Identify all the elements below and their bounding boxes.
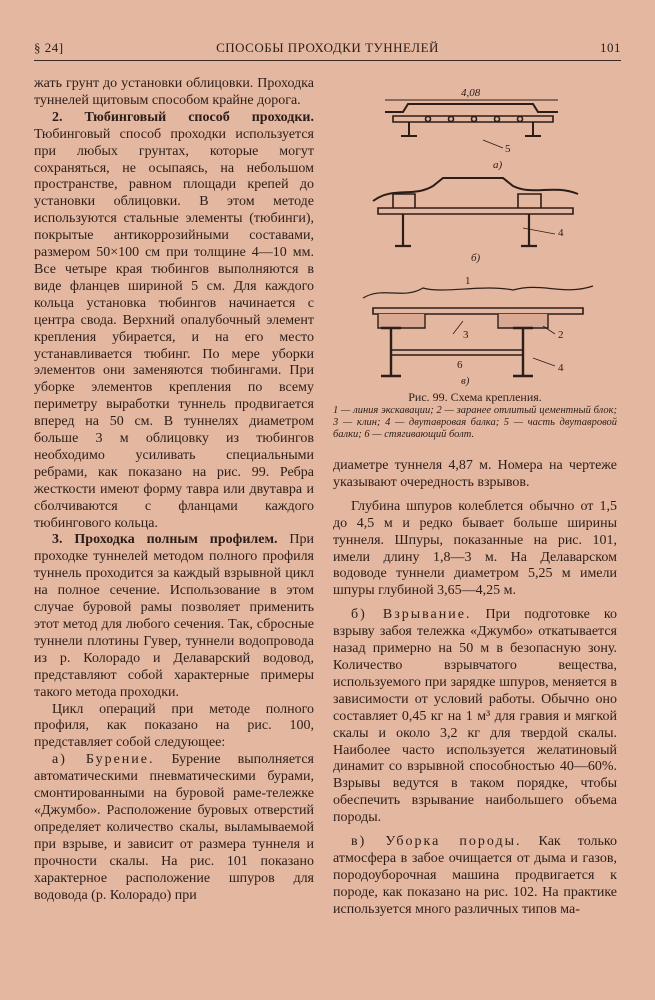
run-in-heading: в) Уборка породы. xyxy=(351,834,522,850)
running-header xyxy=(34,38,621,61)
paragraph: жать грунт до установки облицовки. Проходка туннелей щитовым способом крайне дорога. xyxy=(34,76,314,108)
panel-a-label: а) xyxy=(493,159,503,171)
panel-b-drawing xyxy=(373,178,578,246)
callout-2: 2 xyxy=(558,329,564,341)
paragraph: Цикл операций при методе полного профиля, как показано на рис. 100, представляет собой следующее: xyxy=(34,701,314,751)
callout-4: 4 xyxy=(558,227,564,239)
paragraph: диаметре туннеля 4,87 м. Номера на чертеже указывают очередность взрывов. xyxy=(333,458,617,490)
panel-a-drawing xyxy=(385,100,558,148)
panel-v-label: в) xyxy=(461,375,470,387)
paragraph: б) Взрывание. При подготовке ко взрыву забоя тележка «Джумбо» откатывается назад примерно на 50 м в безопасную зону. Количество взрывчатого вещества, используемого при зарядке шпуров, меняется в зависимости от условий работы. Обычно оно составляет 0,45 кг на 1 м³ для гравия и мягкой скалы и около 3,2 кг для твердой скалы. Наиболее часто используется желатиновый динамит со взрывной способностью 40—60%. Взрывы ведутся в таком порядке, чтобы обеспечить взрывание наибольшего объема породы. xyxy=(333,607,618,826)
section-heading: 3. Проходка полным профилем. xyxy=(52,532,278,548)
right-column xyxy=(333,458,617,919)
dimension-label: 4,08 xyxy=(461,87,481,99)
paragraph: 3. Проходка полным профилем. При проходке туннелей методом полного профиля туннель проходится за каждый взрывной цикл на полное сечение. Использование в этом случае буровой рамы позволяет применить этот метод для любого сечения. Так, сбросные туннели плотины Гувер, туннели водопровода из р. Колорадо и Делаварский водовод, представляют собой характерные примеры такого метода проходки. xyxy=(34,532,315,700)
callout-1: 1 xyxy=(465,275,471,287)
section-heading: 2. Тюбинговый способ проходки. xyxy=(52,109,314,125)
run-in-heading: б) Взрывание. xyxy=(351,607,472,623)
left-column xyxy=(34,76,314,904)
running-title: СПОСОБЫ ПРОХОДКИ ТУННЕЛЕЙ xyxy=(216,40,439,55)
callout-5: 5 xyxy=(505,143,511,155)
figure-legend: 1 — линия экскавации; 2 — заранее отлитый цементный блок; 3 — клин; 4 — двутавровая балка; 5 — часть двутавровой балки; 6 — стягивающий болт. xyxy=(333,405,617,440)
run-in-heading: а) Бурение. xyxy=(52,752,155,768)
figure-caption: Рис. 99. Схема крепления. xyxy=(408,390,542,404)
section-number: § 24] xyxy=(34,40,64,55)
paragraph: в) Уборка породы. Как только атмосфера в забое очищается от дыма и газов, породоуборочная машина продвигается к породе, как показано на рис. 102. На практике используется много различных типов ма- xyxy=(333,834,617,917)
callout-4b: 4 xyxy=(558,362,564,374)
callout-6: 6 xyxy=(457,359,463,371)
page-number: 101 xyxy=(600,40,621,55)
callout-3: 3 xyxy=(463,329,469,341)
paragraph: 2. Тюбинговый способ проходки. Тюбинговый способ проходки используется при любых грунтах, которые могут сохраняться, не осыпаясь, на небольшом пространстве, равном площади крепей до установки облицовки. В этом методе используются стальные элементы (тюбинги), покрытые антикоррозийными составами, размером 50×100 см при толщине 4—10 мм. Все четыре края тюбингов выполняются в виде фланцев шириной 5 см. Для каждого кольца установка тюбингов начинается с центра свода. Верхний опалубочный элемент крепления убирается, и на его место устанавливается тюбинг. По мере уборки элементов они заменяются тюбингами. При уборке элементов крепления по всему периметру выработки туннель продвигается вперед на 50 см. В туннелях диаметром больше 3 м облицовку из тюбингов необходимо усиливать специальными ребрами, как показано на рис. 99. Ребра жесткости имеют форму тавра или двутавра и сболчиваются с фланцами каждого тюбингового кольца. xyxy=(34,109,314,531)
panel-b-label: б) xyxy=(471,252,481,264)
paragraph: Глубина шпуров колеблется обычно от 1,5 до 4,5 м и редко бывает больше ширины туннеля. Шпуры, показанные на рис. 101, имели длину 1,8—3 м. На Делаварском водоводе туннели диаметром 5,25 м имели шпуры глубиной 3,65—4,25 м. xyxy=(333,498,617,599)
paragraph: а) Бурение. Бурение выполняется автоматическими пневматическими бурами, смонтированными на буровой раме-тележке «Джумбо». Расположение буровых отверстий определяет количество скалы, выламываемой при взрыве, и зависит от размера туннеля и прочности скалы. На рис. 101 показано характерное расположение шпуров для водовода (р. Колорадо) при xyxy=(34,752,314,903)
